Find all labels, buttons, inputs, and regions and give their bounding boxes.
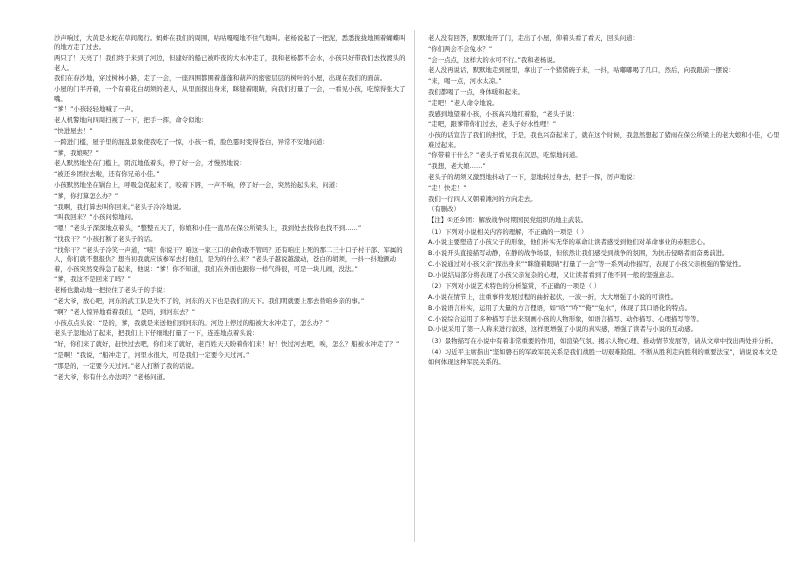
left-paragraph: “啊？”老人惊异地看着我们，“是吗，到河东去？” [54, 307, 196, 316]
right-paragraph: 老人没再说话，默默地走到屋里，拿出了一个猪猪碗子来，一抖，咕嘟嘟喝了几口，然后，向我跟前一摆说： [428, 66, 735, 75]
right-paragraph: “走！快走！” [428, 183, 467, 192]
right-paragraph: （有删改） [428, 205, 460, 214]
right-paragraph: “来，喝一点，河水太凉。” [428, 77, 502, 86]
left-paragraph: “老大爷，你有什么办法吗？”老杨问道。 [54, 372, 170, 381]
left-paragraph: “爹！”小孩轻轻地喊了一声。 [54, 105, 138, 114]
left-paragraph: 小孩点点头说：“是的，爹，我就是来送他们到河东的。河边上停过的船被大水冲走了，怎么办？” [54, 318, 330, 327]
left-paragraph: 小屋的门半开着，一个有着花白胡须的老人，从里面探出身来，眯缝着眼睛，向我们打量了一会，一看见小孩，吃惊得张大了嘴。 [54, 85, 406, 103]
right-paragraph: B.小说开头直接描写动静，在静的战争场景，但依然让我们感受到战争的氛围，为抗击侵略者而奋勇前进。 [428, 249, 729, 258]
right-paragraph: “走吧，跟爹带你们过去，老头子好水性哩！” [428, 120, 557, 129]
right-paragraph: C.小说通过对小孩父亲“探出身来”“眯缝着眼睛”打量了一会”等一系列动作描写，表现了小孩父亲极强的警觉性。 [428, 259, 746, 268]
right-paragraph: B.小说语言朴实，运用了大量的方言俚语，如“啥”“咋”“俺”“兔水”，体现了其口语化的特点。 [428, 303, 691, 312]
left-paragraph: “那是的，一定要今天过河。”老人打断了我的话说。 [54, 361, 199, 370]
left-paragraph: 老头子忽地站了起来，把我们上下仔细地打量了一下，连连地点着头说： [54, 329, 259, 338]
right-paragraph: D.小说采用了第一人称来进行叙述，这样更增强了小说的真实感，增强了读者与小说的互动感。 [428, 325, 697, 334]
left-paragraph: “找我干？”小孩打断了老头子的话。 [54, 234, 157, 243]
left-paragraph: 老人默然地坐在门槛上，阴沉地低着头，停了好一会，才慢然地说： [54, 159, 246, 168]
right-paragraph: “走吧！”老人命令地说。 [428, 98, 499, 107]
right-paragraph: 小孩的话宣告了我们的担忧，于是，我也兴奋起来了，就在这个时候，我忽然想起了猪雨在保公所梁上的老大娘和小佳，心里难过起来。 [428, 131, 780, 149]
right-paragraph: D.小说结局部分将表现了小孩父亲复杂的心理，又让读者看到了他不同一般的坚强意志。 [428, 270, 678, 279]
right-paragraph: “你们两会不会兔水？” [428, 44, 493, 53]
left-column [54, 34, 406, 383]
right-paragraph: 我们都喝了一点，身体暖和起来。 [428, 87, 524, 96]
left-paragraph: “被还乡团拉去啦，还有你兄弟小佳。” [54, 170, 160, 179]
left-paragraph: 小孩默然地坐在锅台上，呼吸急促起来了，咬着下唇，一声不响，停了好一会，突然抬起头来，问道： [54, 180, 342, 189]
left-paragraph: 一跨进门槛，屋子里的混乱景象使我吃了一惊，小孩一看，脸色霎时变得苍白，异常不安地问道： [54, 137, 329, 146]
right-paragraph: （2）下列对小说艺术特色的分析鉴赏，不正确的一项是（ ） [428, 282, 601, 291]
left-paragraph: “好，你们来了就好，赶快过去吧，你们来了就好，老百姓天天盼着你们来！好！快过河去吧，唉，怎么？船被水冲走了？” [54, 340, 400, 349]
left-paragraph: “嗯！”老头子深深地点着头，“整整五天了，你娘和小佳一直吊在保公所梁头上，我到处去找你也找不到……” [54, 224, 362, 233]
left-paragraph: “我啊，我打算去叫你回来。”老头子冷冷地说。 [54, 202, 186, 211]
column-divider [414, 30, 415, 542]
right-paragraph: 【注】①还乡团：解放战争时期国民党组织的地主武装。 [428, 216, 588, 225]
left-paragraph: “爹，我娘呢？” [54, 148, 99, 157]
right-paragraph: A.小说主要塑造了小孩父子的形象，他们朴实无华的革命让读者感受到他们对革命事业的赤胆忠心。 [428, 238, 710, 247]
right-paragraph: “你带着干什么？”老头子看见我在沉思，吃惊地问道。 [428, 151, 582, 160]
left-paragraph: 老杨也激动地一把拉住了老头子的手说： [54, 286, 170, 295]
left-paragraph: “叫我回来？”小孩问惊地问。 [54, 213, 138, 222]
right-paragraph: （3）景物描写在小说中有着非常重要的作用，如渲染气氛、揭示人物心理、推动情节发展等，请从文章中找出两处并分析。 [428, 336, 778, 345]
right-paragraph: C.小说综合运用了多种描写手法来刻画小孩的人物形象，如语言描写、动作描写、心理描写等等。 [428, 314, 703, 323]
right-paragraph: “我想，老大娘……” [428, 162, 486, 171]
left-paragraph: “爹，你打算怎么办？” [54, 191, 119, 200]
right-paragraph: （4）习近平主席指出“坚如磐石的军政军民关系是我们战胜一切艰难险阻、不断从胜利走向胜利的重要法宝”，请说说本文是如何体现这种军民关系的。 [428, 348, 778, 366]
left-paragraph: “找你干？”老头子冷笑一声道，“咦！你说干？咱这一家三口的命你敢不管吗？还有咱庄上死的那二三十口子村干部、军属的人，你们就不想报仇？想当初我就应该参军去打他们，是为的什么来？”老头子越说越激动，苍白的胡须，一抖一抖地颤动着，小孩突然变得急了起来，他说：“爹！你不知道，我们在外面也跟你一样气得很，可是一块儿闹，没法。” [54, 245, 403, 273]
right-paragraph: 我们一行四人又朝着滩河的方向走去。 [428, 194, 537, 203]
left-paragraph: 沙声响过，大黄是水蛇在草间爬行。蚂蚱在我们的周围，咕咕嘎嘎地不住气地叫。老杨说起了一把泥，悉悉拢拢地围着蝴蝶叫的地方走了过去。 [54, 34, 406, 52]
right-paragraph: （1）下列对小说相关内容的理解，不正确的一项是（ ） [428, 227, 588, 236]
left-paragraph: 我们在春沙地，穿过树林小路，走了一会，一座四围都围着蓬蓬和葫芦的密密层层的树叶的小屋，出现在我们的面前。 [54, 74, 387, 83]
right-paragraph: A.小说在情节上，注重事件发展过程的曲折起伏，一波一折，大大增强了小说的可读性。 [428, 292, 678, 301]
left-paragraph: “是啊！”我说，“船冲走了，河里水很大，可是我们一定要今天过河。” [54, 350, 250, 359]
right-paragraph: 老人没有回答，默默地开了门，走出了小屋，仰着头看了看天，回头问道： [428, 34, 639, 42]
right-paragraph: “会一点点，这样大的水可不行。”我和老杨说。 [428, 55, 560, 64]
left-paragraph: “老大爷，放心吧，河东的武工队是失不了的，河东的天下也是我们的天下。我们明就要上那去替咱乡亲的事。” [54, 296, 365, 305]
left-paragraph: “爹，我这不是回来了吗？” [54, 275, 131, 284]
left-paragraph: “快进屋去！” [54, 127, 93, 135]
left-paragraph: 老人机警地向四周扫视了一下，把手一挥，命令似地： [54, 116, 208, 125]
right-paragraph: 我感到地望着小孩，小孩高兴地红着脸，“老头子说： [428, 109, 579, 118]
right-column [428, 34, 780, 368]
right-paragraph: 老头子的胡须又激烈地抖动了一下，忽地转过身去，把手一挥，厉声地说： [428, 172, 639, 181]
left-paragraph: 两只了！天亮了！我们终于来到了河边，但建好的船已被昨夜的大水冲走了，我和老杨都不会水，小孩只好带我们去找渡头的老人。 [54, 54, 406, 72]
